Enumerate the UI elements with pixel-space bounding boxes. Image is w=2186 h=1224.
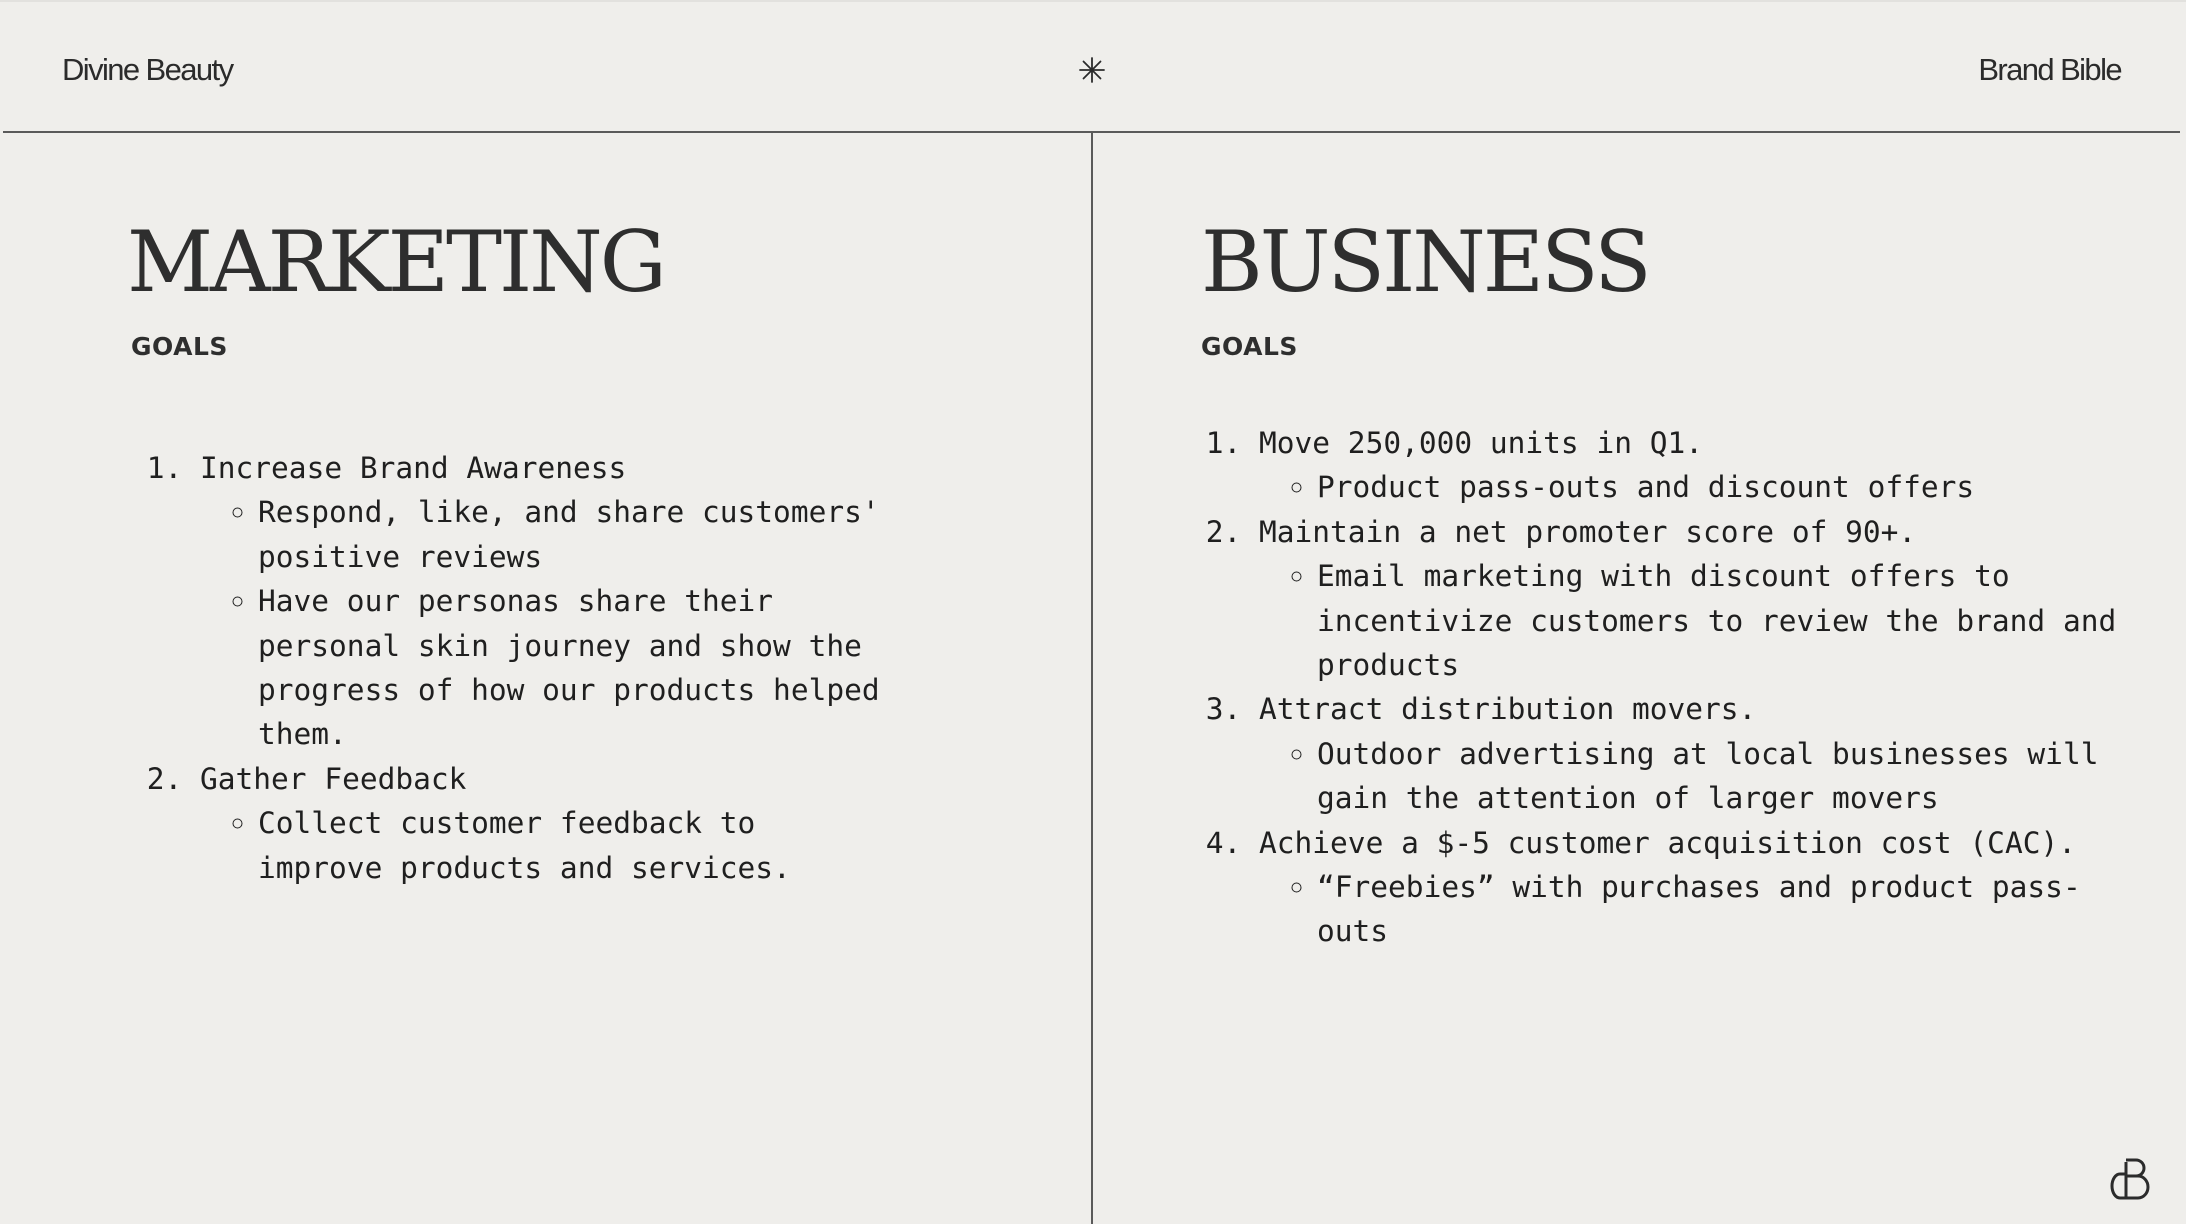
goal-text: Move 250,000 units in Q1.	[1259, 426, 1704, 460]
goal-sublist	[200, 801, 880, 890]
goal-sublist	[1259, 865, 2139, 954]
goal-subitem: ◦ Email marketing with discount offers to incentivize customers to review the brand and products	[1317, 554, 2139, 687]
top-edge	[0, 0, 2186, 2]
asterisk-star-icon	[1077, 55, 1107, 85]
brand-name: Divine Beauty	[62, 52, 233, 87]
marketing-title: MARKETING	[127, 213, 664, 311]
marketing-goal	[200, 757, 880, 890]
business-goal	[1259, 687, 2139, 820]
document-name: Brand Bible	[1978, 52, 2121, 87]
goal-text: Achieve a $-5 customer acquisition cost (CAC).	[1259, 825, 2076, 860]
marketing-goals-label: GOALS	[131, 332, 228, 361]
business-goals-list	[1207, 421, 2139, 954]
goal-sublist	[1259, 554, 2139, 687]
goal-sublist	[1259, 732, 2139, 821]
goal-sublist	[200, 490, 880, 756]
marketing-goal	[200, 446, 880, 757]
business-title: BUSINESS	[1201, 213, 1649, 311]
db-monogram-icon	[2110, 1154, 2154, 1204]
business-goal	[1259, 821, 2139, 954]
goal-text: Attract distribution movers.	[1259, 692, 1757, 727]
goal-subitem: ◦ Collect customer feedback to improve products and services.	[258, 801, 880, 890]
business-goal	[1259, 421, 2139, 510]
goal-subitem: ◦ Product pass-outs and discount offers	[1317, 465, 2139, 509]
column-divider	[1091, 132, 1093, 1224]
business-goals-label: GOALS	[1201, 332, 1298, 361]
goal-subitem: ◦ Have our personas share their personal skin journey and show the progress of how our products helped them.	[258, 579, 880, 757]
goal-subitem: ◦ Outdoor advertising at local businesses will gain the attention of larger movers	[1317, 732, 2139, 821]
goal-sublist	[1259, 465, 2139, 509]
business-goal	[1259, 510, 2139, 688]
marketing-goals-list	[148, 446, 880, 890]
goal-text: Increase Brand Awareness	[200, 451, 627, 485]
goal-text: Gather Feedback	[200, 761, 467, 796]
goal-text: Maintain a net promoter score of 90+.	[1259, 514, 1917, 549]
goal-subitem: ◦ “Freebies” with purchases and product pass-outs	[1317, 865, 2139, 954]
goal-subitem: ◦ Respond, like, and share customers' positive reviews	[258, 490, 880, 579]
